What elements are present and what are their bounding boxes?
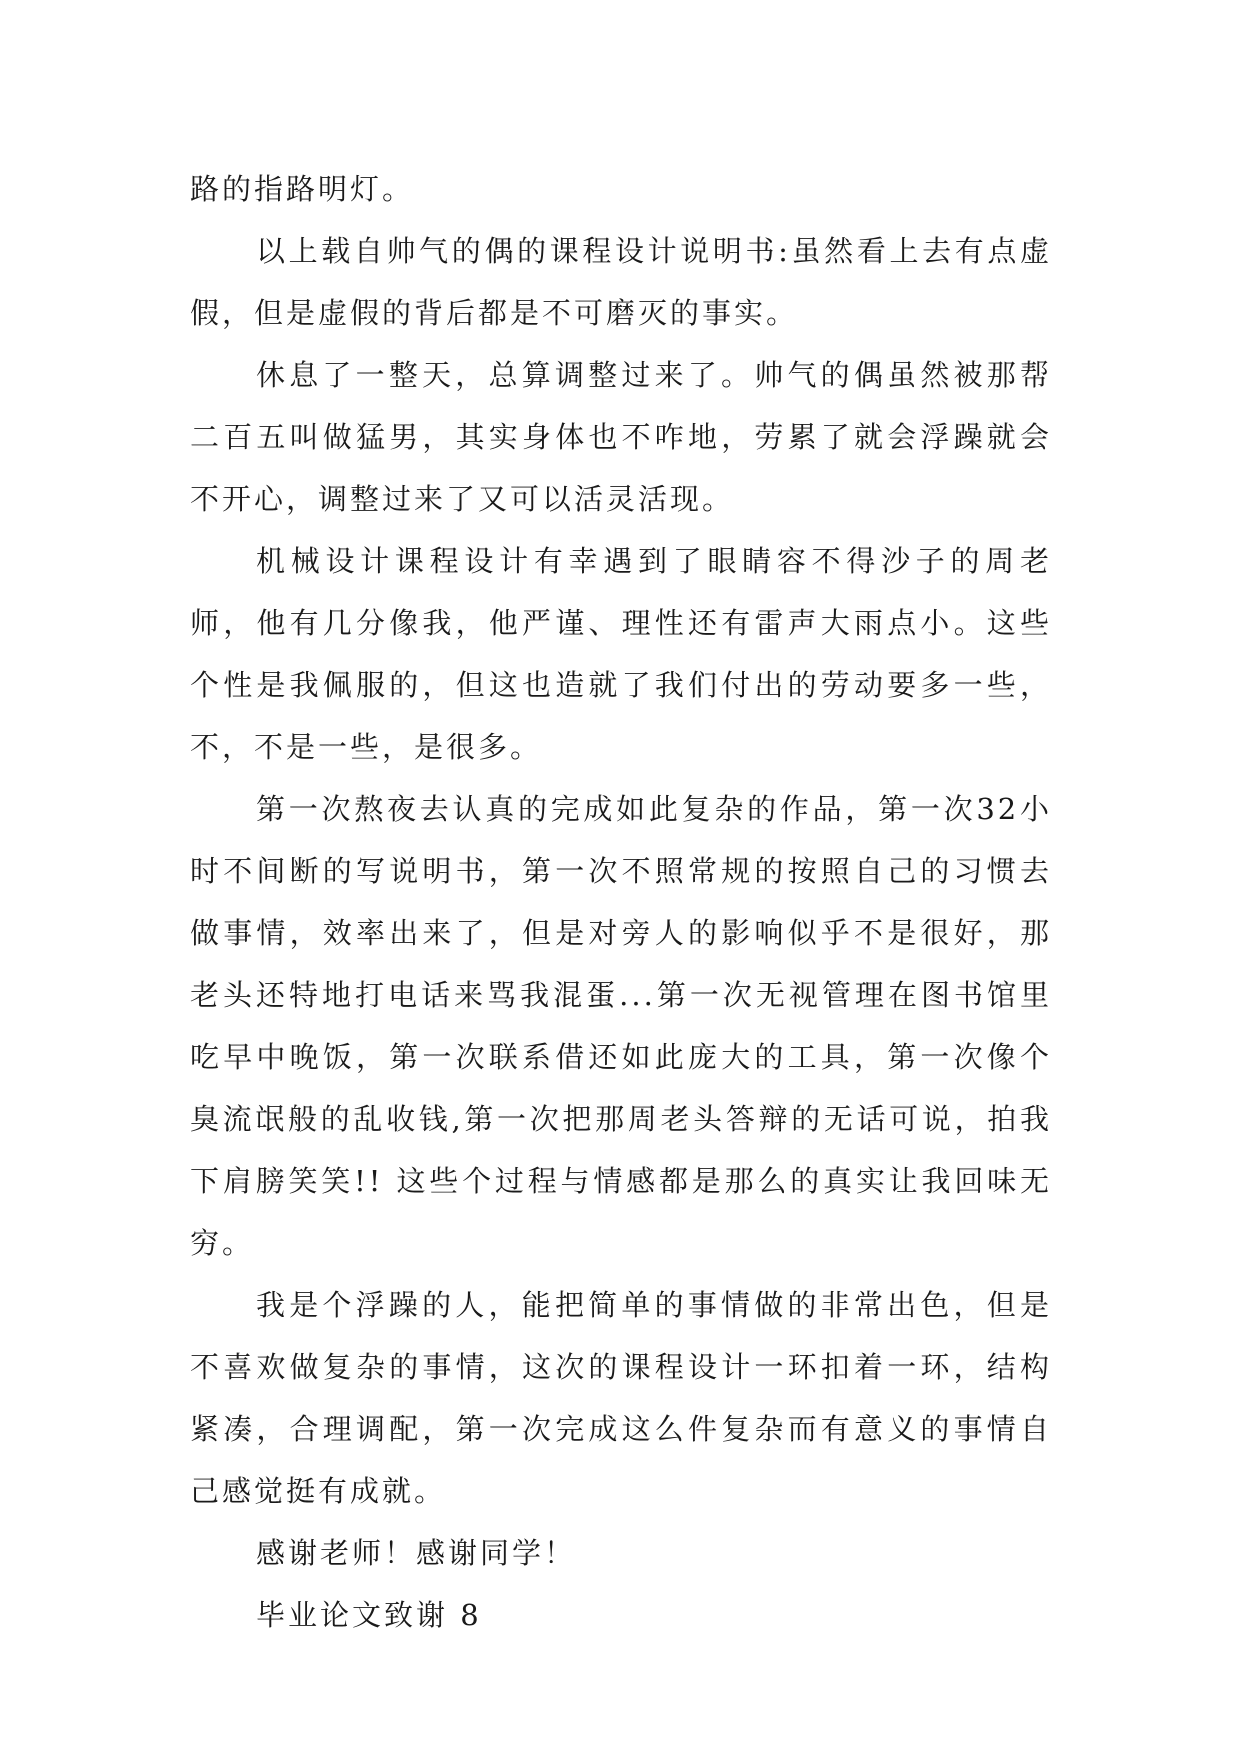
paragraph-6: 我是个浮躁的人，能把简单的事情做的非常出色，但是不喜欢做复杂的事情，这次的课程设计一环扣着一环，结构紧凑，合理调配，第一次完成这么件复杂而有意义的事情自己感觉挺有成就。 — [190, 1288, 1052, 1508]
section-heading: 毕业论文致谢 8 — [256, 1598, 482, 1632]
document-body — [190, 158, 1052, 1646]
paragraph-2: 以上载自帅气的偶的课程设计说明书:虽然看上去有点虚假，但是虚假的背后都是不可磨灭的事实。 — [190, 234, 1052, 330]
paragraph-5: 第一次熬夜去认真的完成如此复杂的作品，第一次32小时不间断的写说明书，第一次不照常规的按照自己的习惯去做事情，效率出来了，但是对旁人的影响似乎不是很好，那老头还特地打电话来骂我混蛋...第一次无视管理在图书馆里吃早中晚饭，第一次联系借还如此庞大的工具，第一次像个臭流氓般的乱收钱,第一次把那周老头答辩的无话可说，拍我下肩膀笑笑!! 这些个过程与情感都是那么的真实让我回味无穷。 — [190, 792, 1052, 1260]
paragraph-1: 路的指路明灯。 — [190, 172, 415, 206]
thanks-line: 感谢老师！感谢同学！ — [256, 1536, 577, 1570]
paragraph-3: 休息了一整天，总算调整过来了。帅气的偶虽然被那帮二百五叫做猛男，其实身体也不咋地，劳累了就会浮躁就会不开心，调整过来了又可以活灵活现。 — [190, 358, 1052, 516]
paragraph-4: 机械设计课程设计有幸遇到了眼睛容不得沙子的周老师，他有几分像我，他严谨、理性还有雷声大雨点小。这些个性是我佩服的，但这也造就了我们付出的劳动要多一些，不，不是一些，是很多。 — [190, 544, 1052, 764]
